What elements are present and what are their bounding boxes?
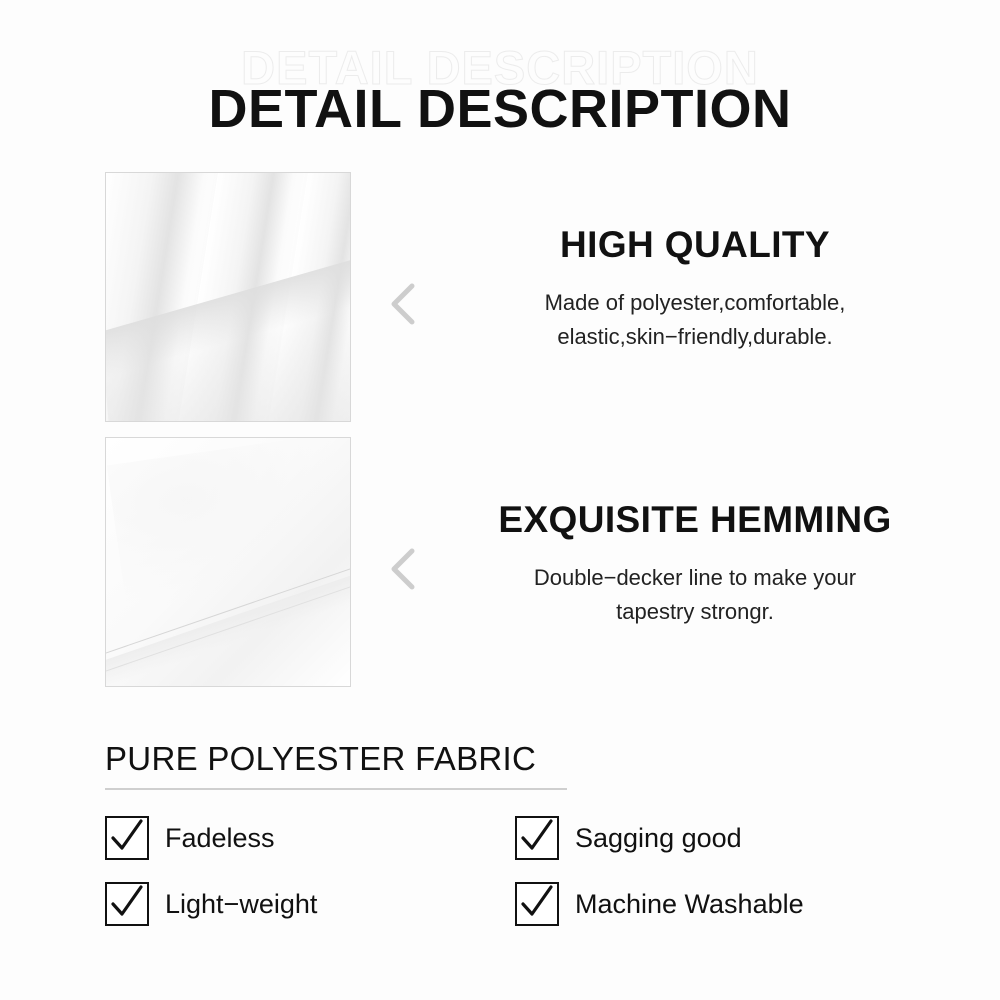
list-item [105,882,515,926]
feature-checklist [105,816,895,926]
list-item [105,816,515,860]
feature-image-fabric-folds [105,172,351,422]
feature-text-block [430,224,960,354]
checklist-label: Fadeless [165,822,275,853]
feature-body-line: Made of polyester,comfortable, [544,290,846,315]
chevron-left-icon [386,282,420,326]
checkmark-icon [105,816,149,860]
feature-heading: HIGH QUALITY [560,224,830,265]
chevron-left-icon [386,547,420,591]
checklist-label: Light−weight [165,888,318,919]
page-title-ghost: DETAIL DESCRIPTION [241,41,759,94]
checkmark-icon [105,882,149,926]
section-divider [105,788,567,790]
list-item [515,882,895,926]
feature-body [430,286,960,354]
feature-heading: EXQUISITE HEMMING [498,499,892,540]
section-title: PURE POLYESTER FABRIC [105,740,537,777]
feature-body-line: elastic,skin−friendly,durable. [557,324,833,349]
checkmark-icon [515,816,559,860]
feature-text-block [430,499,960,629]
feature-row-high-quality [0,172,1000,422]
feature-body-line: tapestry strongr. [616,599,774,624]
checklist-label: Sagging good [575,822,742,853]
checkmark-icon [515,882,559,926]
feature-body-line: Double−decker line to make your [533,565,857,590]
page-title: DETAIL DESCRIPTION [208,79,792,139]
fabric-summary-section [105,740,895,926]
feature-image-fabric-hem [105,437,351,687]
feature-row-exquisite-hemming [0,437,1000,687]
page-header [0,34,1000,144]
feature-body [430,561,960,629]
list-item [515,816,895,860]
checklist-label: Machine Washable [575,888,804,919]
